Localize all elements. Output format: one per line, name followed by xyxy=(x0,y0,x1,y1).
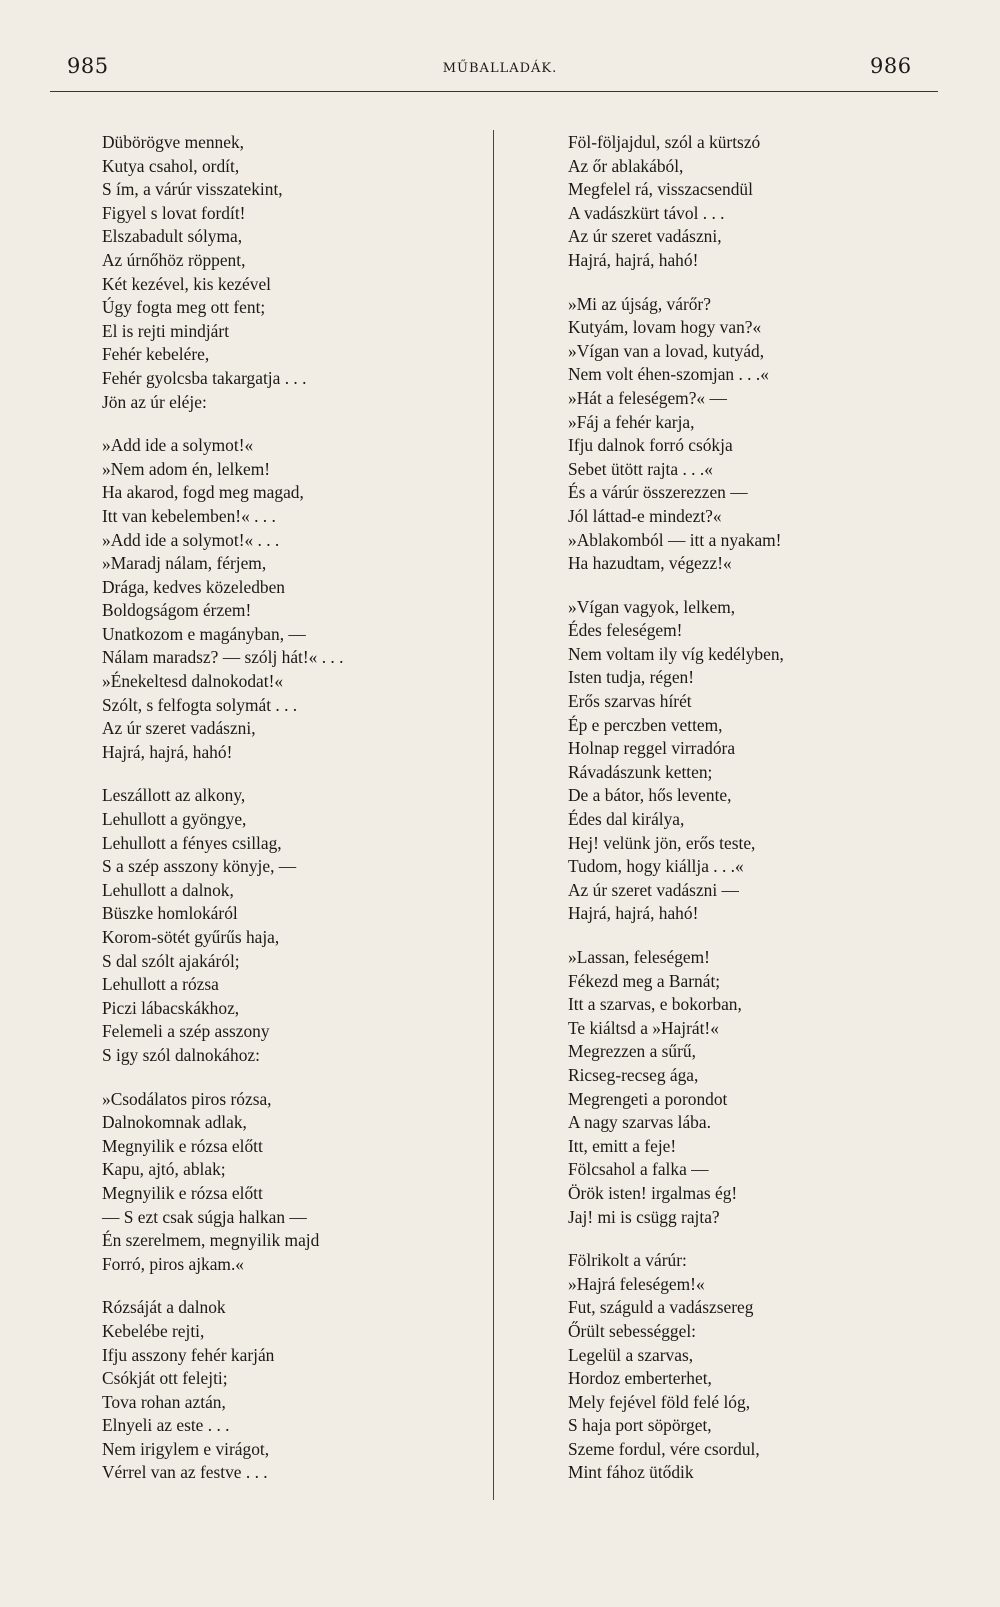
verse-line: »Add ide a solymot!« xyxy=(102,435,254,456)
stanza xyxy=(568,293,968,576)
verse-line: S ím, a várúr visszatekint, xyxy=(102,179,283,200)
verse-line: Rózsáját a dalnok xyxy=(102,1297,226,1318)
verse-line: Elszabadult sólyma, xyxy=(102,226,243,247)
verse-line: Az úrnőhöz röppent, xyxy=(102,249,246,270)
verse-line: Nálam maradsz? — szólj hát!« . . . xyxy=(102,647,344,668)
verse-line: Az úr szeret vadászni — xyxy=(568,879,739,900)
verse-line: Kutya csahol, ordít, xyxy=(102,155,240,176)
verse-line: Holnap reggel virradóra xyxy=(568,738,736,759)
verse-line: Csókját ott felejti; xyxy=(102,1368,228,1389)
verse-line: Tudom, hogy kiállja . . .« xyxy=(568,856,744,877)
verse-line: »Maradj nálam, férjem, xyxy=(102,553,267,574)
verse-line: Ha akarod, fogd meg magad, xyxy=(102,482,304,503)
verse-line: Hajrá, hajrá, hahó! xyxy=(568,903,699,924)
verse-line: Vérrel van az festve . . . xyxy=(102,1462,268,1483)
stanza xyxy=(568,131,968,273)
verse-line: Hajrá, hajrá, hahó! xyxy=(568,249,699,270)
verse-line: »Nem adom én, lelkem! xyxy=(102,458,271,479)
verse-line: »Add ide a solymot!« . . . xyxy=(102,529,280,550)
verse-line: Piczi lábacskákhoz, xyxy=(102,997,240,1018)
verse-line: Lehullott a fényes csillag, xyxy=(102,832,282,853)
verse-line: Itt, emitt a feje! xyxy=(568,1135,677,1156)
verse-line: Hajrá, hajrá, hahó! xyxy=(102,741,233,762)
verse-line: Korom-sötét gyűrűs haja, xyxy=(102,927,280,947)
verse-line: Megnyilik e rózsa előtt xyxy=(102,1182,263,1203)
verse-line: Jaj! mi is csügg rajta? xyxy=(568,1206,720,1227)
verse-line: »Vígan van a lovad, kutyád, xyxy=(568,340,765,361)
verse-line: »Csodálatos piros rózsa, xyxy=(102,1088,272,1109)
verse-line: Tova rohan aztán, xyxy=(102,1391,226,1412)
verse-line: Fehér gyolcsba takargatja . . . xyxy=(102,367,307,388)
verse-line: S a szép asszony könyje, — xyxy=(102,856,297,877)
header-rule xyxy=(50,91,938,92)
stanza xyxy=(102,784,482,1067)
verse-line: Boldogságom érzem! xyxy=(102,600,252,621)
verse-line: És a várúr összerezzen — xyxy=(568,482,748,503)
verse-line: Lehullott a dalnok, xyxy=(102,879,234,900)
verse-line: Itt a szarvas, e bokorban, xyxy=(568,994,742,1015)
verse-line: Úgy fogta meg ott fent; xyxy=(102,297,266,318)
verse-line: Mely fejével föld felé lóg, xyxy=(568,1391,751,1412)
verse-line: Fölrikolt a várúr: xyxy=(568,1250,687,1271)
verse-line: Megnyilik e rózsa előtt xyxy=(102,1135,263,1156)
verse-line: Felemeli a szép asszony xyxy=(102,1021,270,1042)
verse-line: A vadászkürt távol . . . xyxy=(568,202,725,223)
verse-line: Forró, piros ajkam.« xyxy=(102,1253,245,1274)
verse-line: »Vígan vagyok, lelkem, xyxy=(568,596,736,617)
verse-line: Fehér kebelére, xyxy=(102,344,210,365)
verse-line: Hej! velünk jön, erős teste, xyxy=(568,832,756,853)
stanza xyxy=(102,434,482,764)
verse-line: Dalnokomnak adlak, xyxy=(102,1112,247,1133)
verse-line: Szólt, s felfogta solymát . . . xyxy=(102,694,298,715)
verse-line: Fékezd meg a Barnát; xyxy=(568,970,721,991)
page-number-left: 985 xyxy=(67,54,109,78)
verse-line: Megfelel rá, visszacsendül xyxy=(568,179,753,200)
verse-line: Drága, kedves közeledben xyxy=(102,576,286,597)
verse-line: Isten tudja, régen! xyxy=(568,667,695,688)
verse-line: Figyel s lovat fordít! xyxy=(102,202,246,223)
verse-line: De a bátor, hős levente, xyxy=(568,785,732,806)
verse-line: Én szerelmem, megnyilik majd xyxy=(102,1230,320,1251)
verse-line: S haja port söpörget, xyxy=(568,1415,712,1436)
verse-line: »Lassan, feleségem! xyxy=(568,947,710,967)
verse-line: Itt van kebelemben!« . . . xyxy=(102,505,276,526)
verse-line: Örök isten! irgalmas ég! xyxy=(568,1182,738,1203)
verse-line: Mint fához ütődik xyxy=(568,1462,694,1483)
verse-line: Kutyám, lovam hogy van?« xyxy=(568,317,762,338)
verse-line: Kapu, ajtó, ablak; xyxy=(102,1159,226,1180)
verse-line: S dal szólt ajakáról; xyxy=(102,950,240,971)
verse-line: Kebelébe rejti, xyxy=(102,1320,205,1341)
verse-line: »Énekeltesd dalnokodat!« xyxy=(102,671,284,692)
verse-line: Leszállott az alkony, xyxy=(102,785,246,806)
verse-line: Őrült sebességgel: xyxy=(568,1320,696,1341)
verse-line: Ifju asszony fehér karján xyxy=(102,1344,275,1365)
verse-line: Elnyeli az este . . . xyxy=(102,1415,230,1436)
verse-line: Rávadászunk ketten; xyxy=(568,761,713,782)
verse-line: Büszke homlokáról xyxy=(102,903,238,924)
verse-line: Nem volt éhen-szomjan . . .« xyxy=(568,364,769,385)
verse-line: »Hát a feleségem?« — xyxy=(568,387,727,408)
verse-line: Megrezzen a sűrű, xyxy=(568,1041,696,1062)
verse-line: Ha hazudtam, végezz!« xyxy=(568,553,732,574)
verse-line: Nem voltam ily víg kedélyben, xyxy=(568,643,784,664)
verse-line: »Fáj a fehér karja, xyxy=(568,411,695,432)
verse-line: Nem irigylem e virágot, xyxy=(102,1438,270,1459)
verse-line: A nagy szarvas lába. xyxy=(568,1112,711,1133)
stanza xyxy=(102,131,482,414)
verse-line: S igy szól dalnokához: xyxy=(102,1044,260,1065)
verse-line: Fölcsahol a falka — xyxy=(568,1159,709,1180)
verse-line: Az őr ablakából, xyxy=(568,155,684,176)
verse-line: Ifju dalnok forró csókja xyxy=(568,435,733,456)
verse-line: Jól láttad-e mindezt?« xyxy=(568,505,722,526)
column-divider xyxy=(493,130,494,1500)
verse-line: »Mi az újság, várőr? xyxy=(568,293,711,314)
verse-line: Sebet ütött rajta . . .« xyxy=(568,458,713,479)
verse-line: Két kezével, kis kezével xyxy=(102,273,271,294)
verse-line: Megrengeti a porondot xyxy=(568,1088,728,1109)
verse-line: El is rejti mindjárt xyxy=(102,320,230,341)
verse-line: Édes dal királya, xyxy=(568,809,685,830)
verse-line: Dübörögve mennek, xyxy=(102,132,244,152)
verse-line: — S ezt csak súgja halkan — xyxy=(102,1206,307,1227)
verse-line: Ép e perczben vettem, xyxy=(568,714,723,735)
verse-line: Jön az úr eléje: xyxy=(102,391,207,412)
verse-line: »Hajrá feleségem!« xyxy=(568,1273,705,1294)
stanza xyxy=(102,1296,482,1485)
stanza xyxy=(568,946,968,1229)
verse-line: Az úr szeret vadászni, xyxy=(102,718,256,739)
page-number-right: 986 xyxy=(870,54,912,78)
verse-line: Ricseg-recseg ága, xyxy=(568,1064,699,1085)
verse-line: Lehullott a rózsa xyxy=(102,974,219,995)
verse-line: Lehullott a gyöngye, xyxy=(102,809,247,830)
verse-line: Legelül a szarvas, xyxy=(568,1344,694,1365)
verse-line: Fut, száguld a vadászsereg xyxy=(568,1297,754,1318)
stanza xyxy=(102,1088,482,1277)
verse-line: Te kiáltsd a »Hajrát!« xyxy=(568,1017,719,1038)
running-title: MŰBALLADÁK. xyxy=(442,61,558,76)
stanza xyxy=(568,596,968,926)
verse-line: Édes feleségem! xyxy=(568,620,683,641)
poem-column-left xyxy=(102,131,482,1505)
verse-line: »Ablakomból — itt a nyakam! xyxy=(568,529,782,550)
verse-line: Az úr szeret vadászni, xyxy=(568,226,722,247)
poem-column-right xyxy=(568,131,968,1505)
stanza xyxy=(568,1249,968,1485)
verse-line: Föl-följajdul, szól a kürtszó xyxy=(568,132,761,152)
verse-line: Szeme fordul, vére csordul, xyxy=(568,1438,760,1459)
verse-line: Erős szarvas hírét xyxy=(568,691,692,712)
verse-line: Hordoz emberterhet, xyxy=(568,1368,712,1389)
verse-line: Unatkozom e magányban, — xyxy=(102,623,306,644)
